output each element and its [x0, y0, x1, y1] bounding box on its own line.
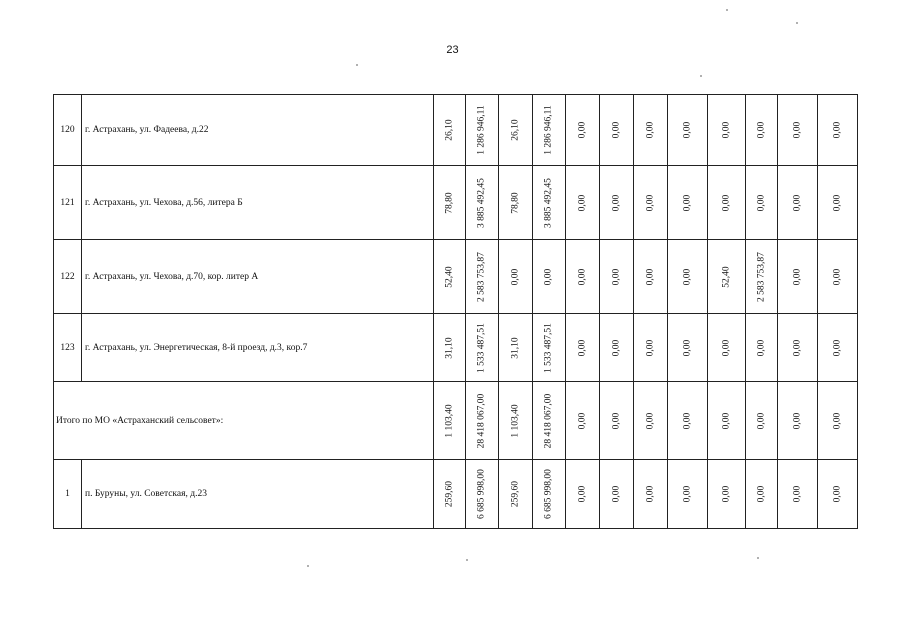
value-cell: 3 885 492,45 — [466, 166, 499, 240]
scan-speck — [796, 22, 798, 24]
value-cell: 52,40 — [708, 240, 746, 314]
value-cell: 0,00 — [499, 240, 533, 314]
value-cell: 6 685 998,00 — [466, 460, 499, 529]
value-cell: 0,00 — [634, 166, 668, 240]
value-cell: 0,00 — [668, 95, 708, 166]
value-cell: 31,10 — [499, 314, 533, 382]
value-cell: 0,00 — [668, 240, 708, 314]
table-row — [54, 166, 858, 240]
row-number: 123 — [54, 314, 82, 382]
table-row — [54, 95, 858, 166]
value-cell: 0,00 — [778, 166, 818, 240]
scan-speck — [466, 559, 468, 561]
total-value-cell: 1 103,40 — [499, 382, 533, 460]
value-cell: 26,10 — [499, 95, 533, 166]
value-cell: 259,60 — [499, 460, 533, 529]
scan-speck — [700, 75, 702, 77]
total-value-cell: 28 418 067,00 — [466, 382, 499, 460]
value-cell: 0,00 — [818, 166, 858, 240]
value-cell: 0,00 — [708, 95, 746, 166]
value-cell: 0,00 — [600, 240, 634, 314]
value-cell: 0,00 — [566, 240, 600, 314]
value-cell: 0,00 — [746, 95, 778, 166]
value-cell: 26,10 — [434, 95, 466, 166]
value-cell: 0,00 — [566, 460, 600, 529]
total-value-cell: 0,00 — [746, 382, 778, 460]
value-cell: 0,00 — [668, 314, 708, 382]
scan-speck — [726, 9, 728, 11]
scan-speck — [356, 64, 358, 66]
value-cell: 1 286 946,11 — [533, 95, 566, 166]
scan-speck — [307, 565, 309, 567]
value-cell: 52,40 — [434, 240, 466, 314]
value-cell: 0,00 — [634, 460, 668, 529]
row-number: 1 — [54, 460, 82, 529]
value-cell: 0,00 — [708, 166, 746, 240]
row-number: 122 — [54, 240, 82, 314]
value-cell: 0,00 — [746, 166, 778, 240]
value-cell: 0,00 — [778, 460, 818, 529]
value-cell: 0,00 — [634, 240, 668, 314]
row-address: п. Буруны, ул. Советская, д.23 — [82, 460, 434, 529]
value-cell: 78,80 — [499, 166, 533, 240]
value-cell: 0,00 — [566, 166, 600, 240]
value-cell: 0,00 — [600, 166, 634, 240]
value-cell: 2 583 753,87 — [746, 240, 778, 314]
value-cell: 6 685 998,00 — [533, 460, 566, 529]
value-cell: 0,00 — [533, 240, 566, 314]
total-label: Итого по МО «Астраханский сельсовет»: — [54, 382, 434, 460]
value-cell: 0,00 — [708, 460, 746, 529]
row-address: г. Астрахань, ул. Чехова, д.70, кор. литер А — [82, 240, 434, 314]
value-cell: 3 885 492,45 — [533, 166, 566, 240]
total-row — [54, 382, 858, 460]
value-cell: 1 286 946,11 — [466, 95, 499, 166]
value-cell: 0,00 — [634, 314, 668, 382]
value-cell: 0,00 — [746, 314, 778, 382]
row-number: 121 — [54, 166, 82, 240]
row-address: г. Астрахань, ул. Энергетическая, 8-й проезд, д.3, кор.7 — [82, 314, 434, 382]
table-row — [54, 240, 858, 314]
value-cell: 78,80 — [434, 166, 466, 240]
table-row — [54, 314, 858, 382]
value-cell: 0,00 — [600, 460, 634, 529]
value-cell: 0,00 — [818, 95, 858, 166]
total-value-cell: 0,00 — [668, 382, 708, 460]
value-cell: 0,00 — [600, 95, 634, 166]
total-value-cell: 0,00 — [566, 382, 600, 460]
table-row — [54, 460, 858, 529]
value-cell: 0,00 — [818, 240, 858, 314]
total-value-cell: 28 418 067,00 — [533, 382, 566, 460]
total-value-cell: 0,00 — [634, 382, 668, 460]
row-address: г. Астрахань, ул. Чехова, д.56, литера Б — [82, 166, 434, 240]
value-cell: 0,00 — [668, 460, 708, 529]
total-value-cell: 0,00 — [600, 382, 634, 460]
value-cell: 0,00 — [668, 166, 708, 240]
value-cell: 0,00 — [778, 95, 818, 166]
value-cell: 1 533 487,51 — [533, 314, 566, 382]
value-cell: 0,00 — [778, 240, 818, 314]
registry-table-container — [53, 94, 858, 529]
row-number: 120 — [54, 95, 82, 166]
total-value-cell: 0,00 — [708, 382, 746, 460]
value-cell: 0,00 — [778, 314, 818, 382]
page-number: 23 — [446, 44, 459, 56]
value-cell: 0,00 — [818, 460, 858, 529]
total-value-cell: 0,00 — [818, 382, 858, 460]
value-cell: 0,00 — [818, 314, 858, 382]
total-value-cell: 1 103,40 — [434, 382, 466, 460]
value-cell: 0,00 — [708, 314, 746, 382]
scan-speck — [757, 557, 759, 559]
registry-table — [53, 94, 858, 529]
value-cell: 0,00 — [600, 314, 634, 382]
value-cell: 0,00 — [634, 95, 668, 166]
value-cell: 0,00 — [746, 460, 778, 529]
value-cell: 1 533 487,51 — [466, 314, 499, 382]
value-cell: 2 583 753,87 — [466, 240, 499, 314]
value-cell: 31,10 — [434, 314, 466, 382]
value-cell: 259,60 — [434, 460, 466, 529]
row-address: г. Астрахань, ул. Фадеева, д.22 — [82, 95, 434, 166]
total-value-cell: 0,00 — [778, 382, 818, 460]
value-cell: 0,00 — [566, 95, 600, 166]
value-cell: 0,00 — [566, 314, 600, 382]
